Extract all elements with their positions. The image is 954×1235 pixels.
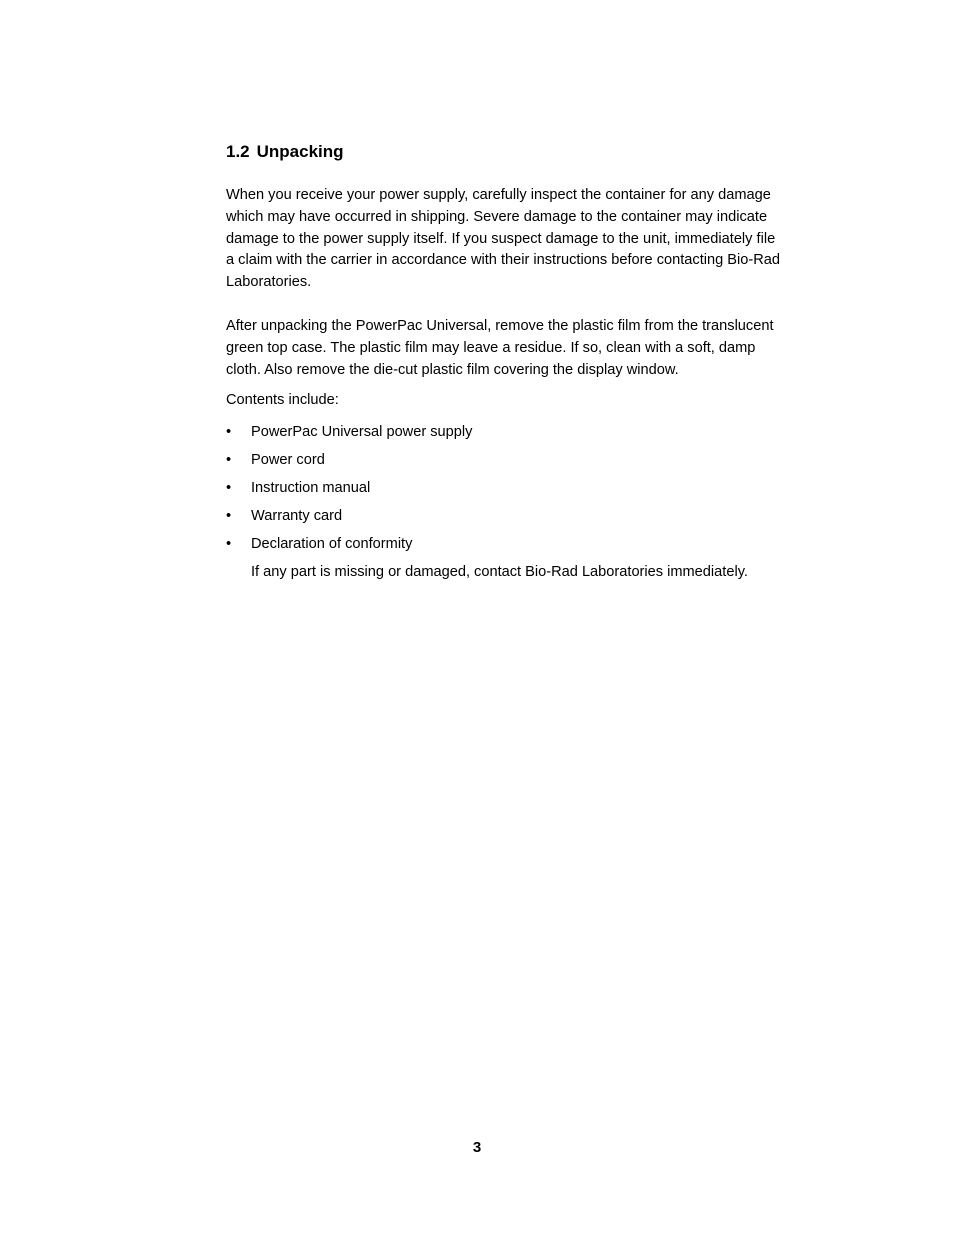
list-item bbox=[226, 530, 786, 558]
list-item-text: Power cord bbox=[251, 452, 325, 469]
bullet-icon: • bbox=[226, 536, 232, 553]
bullet-icon: • bbox=[226, 452, 232, 469]
bullet-icon: • bbox=[226, 508, 232, 525]
section-heading bbox=[226, 140, 786, 164]
section-number: 1.2 bbox=[226, 142, 250, 161]
paragraph-inspection: When you receive your power supply, carefully inspect the container for any damage which may have occurred in shipping. Severe damage to the container may indicate damage to the power supply itself. If you suspect damage to the unit, immediately file a claim with the carrier in accordance with their instructions before contacting Bio-Rad Laboratories. bbox=[226, 187, 781, 291]
closing-note: If any part is missing or damaged, contact Bio-Rad Laboratories immediately. bbox=[251, 564, 748, 581]
paragraph-unpacking: After unpacking the PowerPac Universal, remove the plastic film from the translucent green top case. The plastic film may leave a residue. If so, clean with a soft, damp cloth. Also remove the die-cut plastic film covering the display window. bbox=[226, 317, 774, 378]
list-item bbox=[226, 418, 786, 446]
bullet-icon: • bbox=[226, 424, 232, 441]
list-item bbox=[226, 446, 786, 474]
bullet-icon: • bbox=[226, 480, 232, 497]
list-item-text: Warranty card bbox=[251, 508, 343, 525]
page-number: 3 bbox=[472, 1139, 482, 1156]
list-item bbox=[226, 502, 786, 530]
page-content bbox=[226, 140, 786, 586]
list-item-text: Instruction manual bbox=[251, 480, 371, 497]
contents-intro: Contents include: bbox=[226, 392, 339, 409]
contents-list bbox=[226, 418, 786, 558]
list-item-text: Declaration of conformity bbox=[251, 536, 413, 553]
section-title: Unpacking bbox=[256, 142, 344, 161]
list-item-text: PowerPac Universal power supply bbox=[251, 424, 473, 441]
list-item bbox=[226, 474, 786, 502]
